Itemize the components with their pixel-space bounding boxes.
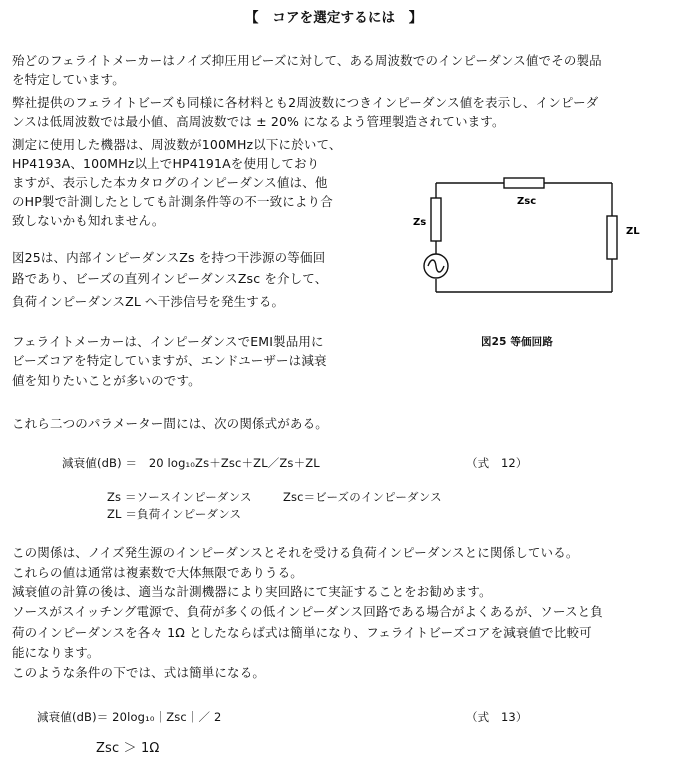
zl-label: ZL bbox=[626, 226, 640, 237]
definition-zsc: Zsc＝ビーズのインピーダンス bbox=[283, 490, 442, 504]
sine-wave-icon bbox=[428, 260, 444, 272]
definition-zl: ZL ＝負荷インピーダンス bbox=[107, 507, 242, 521]
emi-line-1: フェライトメーカーは、インピーダンスでEMI製品用に bbox=[12, 334, 324, 349]
zs-resistor bbox=[431, 198, 441, 241]
definition-zs: Zs ＝ソースインピーダンス bbox=[107, 490, 252, 504]
measurement-line-4: のHP製で計測したとしても計測条件等の不一致により合 bbox=[12, 194, 333, 209]
intro-line-4: ンスは低周波数では最小値、高周波数では ± 20% になるよう管理製造されています。 bbox=[12, 114, 505, 129]
measurement-line-3: ますが、表示した本カタログのインピーダンス値は、他 bbox=[12, 175, 328, 190]
zs-label: Zs bbox=[413, 217, 427, 228]
fig25-text-line-2: 路であり、ビーズの直列インピーダンスZsc を介して、 bbox=[12, 271, 328, 286]
equation-12: 減衰値(dB) ＝ 20 log₁₀Zs＋Zsc＋ZL／Zs＋ZL bbox=[62, 456, 320, 470]
relation-body-line-7: このような条件の下では、式は簡単になる。 bbox=[12, 665, 266, 680]
measurement-line-1: 測定に使用した機器は、周波数が100MHz以下に於いて、 bbox=[12, 137, 342, 152]
equivalent-circuit-diagram bbox=[400, 168, 660, 338]
intro-line-2: を特定しています。 bbox=[12, 72, 125, 87]
intro-line-3: 弊社提供のフェライトビーズも同様に各材料とも2周波数につきインピーダンス値を表示し、インピーダ bbox=[12, 95, 599, 110]
relation-body-line-5: 荷のインピーダンスを各々 1Ω としたならば式は簡単になり、フェライトビーズコアを減衰値で比較可 bbox=[12, 625, 592, 640]
page-title: 【 コアを選定するには 】 bbox=[245, 10, 423, 26]
emi-line-3: 値を知りたいことが多いのです。 bbox=[12, 373, 201, 388]
emi-line-2: ビーズコアを特定していますが、エンドユーザーは減衰 bbox=[12, 353, 327, 368]
relation-body-line-4: ソースがスイッチング電源で、負荷が多くの低インピーダンス回路である場合がよくあるが、ソースと負 bbox=[12, 604, 603, 619]
zl-resistor bbox=[607, 216, 617, 259]
equation-13: 減衰値(dB)＝ 20log₁₀｜Zsc｜／ 2 bbox=[37, 710, 222, 724]
equation-13-number: （式 13） bbox=[466, 710, 528, 724]
measurement-line-5: 致しないかも知れません。 bbox=[12, 213, 165, 228]
measurement-line-2: HP4193A、100MHz以上でHP4191Aを使用しており bbox=[12, 156, 320, 171]
condition: Zsc ＞ 1Ω bbox=[96, 741, 160, 756]
figure-caption: 図25 等価回路 bbox=[481, 336, 553, 348]
equation-12-number: （式 12） bbox=[466, 456, 528, 470]
relation-body-line-3: 減衰値の計算の後は、適当な計測機器により実回路にて実証することをお勧めます。 bbox=[12, 584, 492, 599]
relation-intro: これら二つのパラメーター間には、次の関係式がある。 bbox=[12, 416, 328, 431]
fig25-text-line-1: 図25は、内部インピーダンスZs を持つ干渉源の等価回 bbox=[12, 250, 326, 265]
zsc-resistor bbox=[504, 178, 544, 188]
relation-body-line-2: これらの値は通常は複素数で大体無限でありうる。 bbox=[12, 565, 303, 580]
relation-body-line-1: この関係は、ノイズ発生源のインピーダンスとそれを受ける負荷インピーダンスとに関係している。 bbox=[12, 545, 579, 560]
relation-body-line-6: 能になります。 bbox=[12, 645, 100, 660]
fig25-text-line-3: 負荷インピーダンスZL へ干渉信号を発生する。 bbox=[12, 294, 285, 309]
intro-line-1: 殆どのフェライトメーカーはノイズ抑圧用ビーズに対して、ある周波数でのインピーダンス値でその製品 bbox=[12, 53, 602, 68]
zsc-label: Zsc bbox=[517, 196, 537, 207]
